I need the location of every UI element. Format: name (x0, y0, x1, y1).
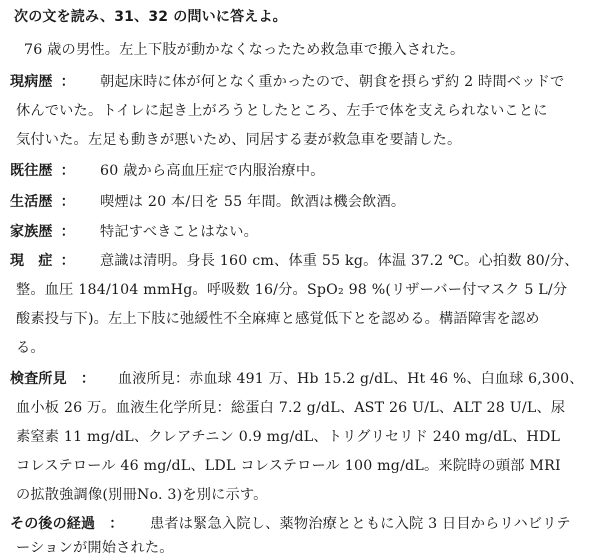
patient-summary: 76 歳の男性。左上下肢が動かなくなったため救急車で搬入された。 (24, 42, 465, 58)
findings-line-1: 血液所見：赤血球 491 万、Hb 15.2 g/dL、Ht 46 %、白血球 6,300、 (118, 371, 584, 387)
past-history-label-text: 既往歴 (10, 163, 53, 179)
course-line-1: 患者は緊急入院し、薬物治療とともに入院 3 日目からリハビリテ (150, 516, 571, 532)
past-history-label (10, 161, 75, 181)
findings-line-3: 素窒素 11 mg/dL、クレアチニン 0.9 mg/dL、トリグリセリド 240 mg/dL、HDL (16, 429, 561, 445)
findings-line-5: の拡散強調像(別冊No. 3)を別に示す。 (16, 487, 268, 503)
family-history-text: 特記すべきことはない。 (100, 224, 258, 240)
present-status-line-2: 整。血圧 184/104 mmHg。呼吸数 16/分。SpO₂ 98 %(リザーバー付マスク 5 L/分 (16, 282, 568, 298)
present-illness-line-3: 気付いた。左足も動きが悪いため、同居する妻が救急車を要請した。 (16, 132, 462, 148)
present-illness-label-text: 現病歴 (10, 74, 53, 90)
question-intro: 次の文を読み、31、32 の問いに答えよ。 (14, 9, 287, 25)
course-colon: ： (109, 516, 124, 532)
findings-label (10, 369, 95, 389)
family-history-colon: ： (60, 224, 75, 240)
present-status-label (10, 251, 75, 271)
lifestyle-colon: ： (60, 194, 75, 210)
course-label (10, 514, 123, 534)
family-history-label-text: 家族歴 (10, 224, 53, 240)
present-status-colon: ： (60, 253, 75, 269)
present-illness-line-1: 朝起床時に体が何となく重かったので、朝食を摂らず約 2 時間ベッドで (100, 74, 565, 90)
findings-line-4: コレステロール 46 mg/dL、LDL コレステロール 100 mg/dL。来院時の頭部 MRI (16, 458, 561, 474)
lifestyle-label (10, 192, 75, 212)
past-history-text: 60 歳から高血圧症で内服治療中。 (100, 163, 325, 179)
present-illness-colon: ： (60, 74, 75, 90)
present-illness-line-2: 休んでいた。トイレに起き上がろうとしたところ、左手で体を支えられないことに (16, 103, 548, 119)
findings-label-text: 検査所見 (10, 371, 67, 387)
lifestyle-label-text: 生活歴 (10, 194, 53, 210)
present-status-line-1: 意識は清明。身長 160 cm、体重 55 kg。体温 37.2 ℃。心拍数 80/分、 (100, 253, 579, 269)
present-status-line-4: る。 (16, 340, 45, 356)
present-illness-label (10, 72, 75, 92)
family-history-label (10, 222, 75, 242)
present-status-label-text: 現 症 (10, 253, 53, 269)
present-status-line-3: 酸素投与下)。左上下肢に弛緩性不全麻痺と感覚低下とを認める。構語障害を認め (16, 311, 540, 327)
findings-line-2: 血小板 26 万。血液生化学所見：総蛋白 7.2 g/dL、AST 26 U/L、ALT 28 U/L、尿 (16, 400, 566, 416)
course-line-2: ーションが開始された。 (16, 540, 174, 556)
lifestyle-text: 喫煙は 20 本/日を 55 年間。飲酒は機会飲酒。 (100, 194, 406, 210)
findings-colon: ： (80, 371, 96, 387)
past-history-colon: ： (60, 163, 75, 179)
course-label-text: その後の経過 (10, 516, 96, 532)
